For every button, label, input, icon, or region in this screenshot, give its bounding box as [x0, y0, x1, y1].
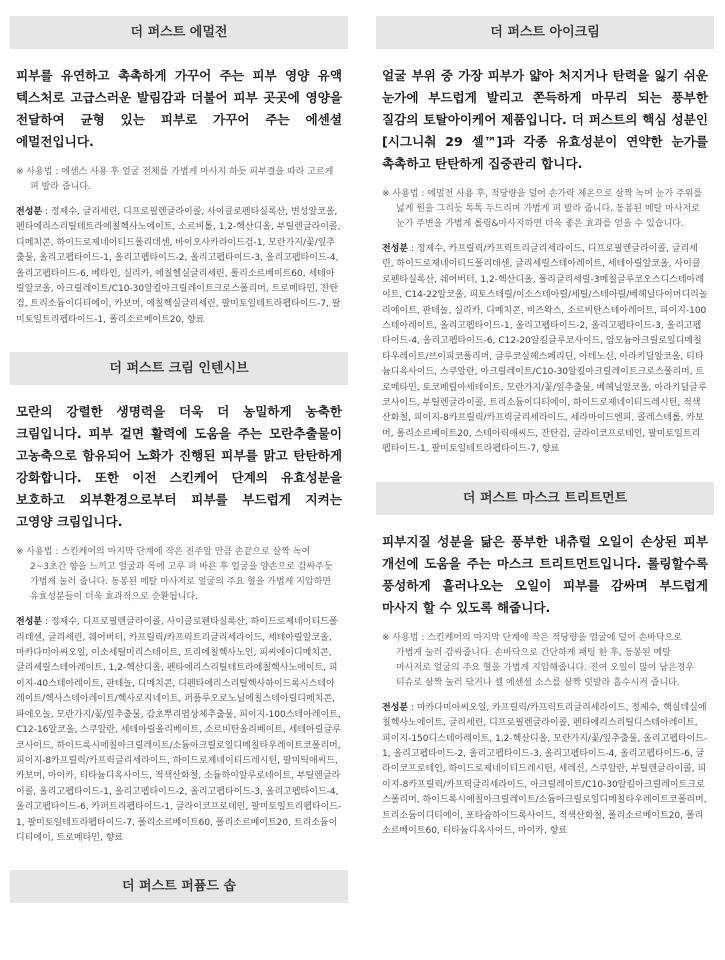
- left-column: [10, 0, 348, 927]
- cream-title: 더 퍼스트 크림 인텐시브: [10, 352, 348, 385]
- right-column: [376, 0, 714, 863]
- ingredients-list: : 정제수, 카프릴릭/카프릭트리글리세라이드, 디프로필렌글라이콜, 글리세린, 하이드로제네이티드폴리데센, 글리세릴스테아레이트, 세테아릴알코올, 사이클로펜타실록산, 쉐어버터, 1,2-헥산디올, 폴리글리세릴-3메칠글루코오스디스테아레이트, C14-22알코올, 피토스테릴/이소스테아릴/세틸/스테아릴/베헤닐다이머디리놀리에이트, 판테놀, 실리카, 디메치콘, 비즈왁스, 소르비탄스테아레이트, 피이지-100스테아레이트, 올리고펩타이드-1, 올리고펩타이드-2, 올리고펩타이드-3, 올리고펩타이드-4, 올리고펩타이드-6, C12-20알킬글루코사이드, 암모늄아크릴로일디메칠타우레이트/브이피코폴리머, 글루코실헤스페리딘, 아데노신, 아라키딜알코올, 티타늄디옥사이드, 스쿠알란, 아크릴레이트/C10-30알킬아크릴레이트크로스폴리머, 트로메타민, 토코페릴아세테이트, 모란가지/꽃/잎추출물, 베헤닐알코올, 아라키딜글루코사이드, 부틸렌글라이콜, 트리소듐이디티에이, 하이드로제네이티드레시틴, 적색산화철, 피이지-8카프릴릭/카프릭글리세라이드, 세라마이드엔피, 콜레스테롤, 카보머, 폴리소르베이트20, 스테아릭애씨드, 잔탄검, 글라이코프로테인, 팔미토일트리펩타이드-1, 팔미토일테트라펩타이드-7, 향료: [382, 244, 708, 455]
- emulsion-section: [10, 16, 348, 328]
- mask-section: [376, 482, 714, 840]
- eye-cream-ingredients: [376, 242, 714, 458]
- mask-usage: ※ 사용법 : 스킨케어의 마지막 단계에 작은 적당량을 얼굴에 덜어 손바닥으로 가볍게 눌러 감싸줍니다. 손바닥으로 간단하게 패팅 한 후, 동봉된 메탈 마사저로 얼굴의 주요 혈을 가볍게 지압해줍니다. 진여 오일이 많이 남은경우 티슈로 살짝 눌러 닦거나 셀 에센셜 소스를 살짝 덧발라 흡수시켜 줍니다.: [382, 632, 695, 688]
- mask-title: 더 퍼스트 마스크 트리트먼트: [376, 482, 714, 515]
- ingredients-list: : 정제수, 글리세린, 디프로필렌글라이콜, 사이클로펜타실록산, 변성알코올, 펜타에리스리틸테트라에칠헥사노에이트, 소르비톨, 1,2-헥산디올, 부틸렌글라이콜, 디메치콘, 하이드로제네이티드폴리데센, 바이오사카라이드검-1, 모란가지/꽃/잎추출물, 올리고펩타이드-1, 올리고펩타이드-2, 올리고펩타이드-3, 올리고펩타이드-4, 올리고펩타이드-6, 베타인, 실리카, 에칠헬실글리세린, 폴리소르베이트60, 세테아릴알코올, 아크릴레이트/C10-30알킬아크릴레이트크로스폴리머, 트로메타민, 잔탄검, 트리소듐이디티에이, 카보머, 에칠헥실글리세린, 팔미토일테트라펩타이드-7, 팔미토일트리펩타이드-1, 폴리소르베이트20, 향료: [16, 207, 341, 325]
- ingredients-label: 전성분: [16, 207, 43, 217]
- mask-ingredients: [376, 701, 714, 840]
- cream-section: [10, 352, 348, 846]
- ingredients-label: 전성분: [16, 617, 43, 628]
- eye-cream-section: [376, 16, 714, 458]
- perfumed-soap-section: [10, 870, 348, 903]
- emulsion-usage: ※ 사용법 : 에센스 사용 후 얼굴 전체를 가볍게 마사지 하듯 피부결을 따라 고르게 펴 발라 줍니다.: [16, 167, 334, 192]
- ingredients-list: : 정제수, 디프로필렌글라이콜, 사이클로펜타실록산, 하이드로제네이티드폴리데센, 글리세린, 쉐어버터, 카프릴릭/카프릭트리글리세라이드, 세테아릴알코올, 마카다미아씨오일, 이소세틸미리스테이트, 트리에칠헥사노인, 피씨에이디메치콘, 글리세릴스테아레이트, 1,2-헥산디올, 펜타에리스리틸테트라에칠헥사노에이트, 피이지-40스테아레이트, 판테놀, 디메치콘, 디펜타에리스리틸헥사하이드록시스테아레이트/헥사스테아레이트/헥사로지네이트, 퍼플루오로노닐에칠스테아릴디메치콘, 파에오놀, 모란가지/꽃/잎추출물, 감초뿌리엽상체추출물, 피이지-100스테아레이트, C12-16알코올, 스쿠알란, 세테아릴올리베이트, 소르비탄올리베이트, 세테아릴글루코사이드, 하이드록시에칠아크릴레이트/소듐아크릴로일디메칠타우레이트코폴리머, 피이지-8카프릴릭/카프릭글리세라이드, 하이드로제네이티드레시틴, 팔미틱애씨드, 카보머, 마이카, 티타늄디옥사이드, 적색산화철, 소듐하이알루로네이트, 부틸렌글라이콜, 올리고펩타이드-1, 올리고펩타이드-2, 올리고펩타이드-3, 올리고펩타이드-4, 올리고펩타이드-6, 카퍼트리펩타이드-1, 글라이코프로테인, 팔미토일트리펩타이드-1, 팔미토일테트라펩타이드-7, 폴리소르베이트60, 폴리소르베이트20, 트리소듐이디티에이, 트로메타민, 향료: [16, 617, 342, 843]
- emulsion-intro: 피부를 유연하고 촉촉하게 가꾸어 주는 피부 영양 유액 텍스처로 고급스러운 발림감과 더불어 피부 곳곳에 영양을 전달하여 균형 있는 피부로 가꾸어 주는 에센셜 에멀전입니다.: [16, 68, 342, 149]
- eye-cream-title: 더 퍼스트 아이크림: [376, 16, 714, 49]
- mask-intro: 피부지질 성분을 닮은 풍부한 내츄럴 오일이 손상된 피부 개선에 도움을 주는 마스크 트리트먼트입니다. 롤링할수록 풍성하게 흘러나오는 오일이 피부를 감싸며 부드럽게 마사지 할 수 있도록 해줍니다.: [382, 533, 708, 615]
- cream-usage: ※ 사용법 : 스킨케어의 마지막 단계에 작은 진주알 만큼 손끝으로 살짝 녹여 2~3초간 향을 느끼고 얼굴과 목에 고루 펴 바른 후 얼굴을 양손으로 감싸주듯 가볍게 눌러 줍니다. 동봉된 메탈 마사저로 얼굴의 주요 혈을 가볍게 지압하면 유효성분들이 더욱 효과적으로 순환됩니다.: [16, 547, 333, 603]
- emulsion-ingredients: [10, 205, 348, 328]
- cream-intro: 모란의 강렬한 생명력을 더욱 더 농밀하게 농축한 크림입니다. 피부 겉면 활력에 도움을 주는 모란추출물이 고농축으로 함유되어 노화가 진행된 피부를 맑고 탄탄하게 강화합니다. 또한 이전 스킨케어 단계의 유효성분을 보호하고 외부환경으로부터 피부를 부드럽게 지켜는 고영양 크림입니다.: [16, 404, 342, 530]
- ingredients-list: : 마카다미아씨오일, 카프릴릭/카프릭트리글리세라이드, 정제수, 핵실데실에칠헥사노에이트, 글리세린, 디프로필렌글라이콜, 펜타에리스리틸디스테아레이트, 피이지-150디스테아레이트, 1,2-헥산디올, 모란가지/꽃/잎추출물, 올리고펩타이드-1, 올리고펩타이드-2, 올리고펩타이드-3, 올리고펩타이드-4, 올리고펩타이드-6, 글라이코프로테인, 하이드로제네이티드레시틴, 세레신, 스쿠알란, 부틸렌글라이콜, 피이지-8카프릴릭/카프릭글리세라이드, 아크릴레이트/C10-30알킬아크릴레이트크로스폴리머, 하이드록시에칠아크릴레이트/소듐아크릴로일디메칠타우레이트코폴리머, 트리소듐이디티에이, 포타슘하이드록사이드, 적색산화철, 폴리소르베이트20, 폴리소르베이트60, 티타늄디옥사이드, 마이카, 향료: [382, 702, 708, 836]
- eye-cream-intro: 얼굴 부위 중 가장 피부가 얇아 처지거나 탄력을 잃기 쉬운 눈가에 부드럽게 발리고 쫀득하게 마무리 되는 풍부한 질감의 토탈아이케어 제품입니다. 더 퍼스트의 핵심 성분인 [시그니춰 29 셀™]과 각종 유효성분이 연약한 눈가를 촉촉하고 탄탄하게 집중관리 합니다.: [382, 68, 708, 171]
- ingredients-label: 전성분: [382, 702, 409, 713]
- cream-ingredients: [10, 615, 348, 846]
- ingredients-label: 전성분: [382, 244, 409, 254]
- emulsion-title: 더 퍼스트 에멀전: [10, 16, 348, 49]
- eye-cream-usage: ※ 사용법 : 에멀전 사용 후, 적당량을 덜어 손가락 체온으로 살짝 녹여 눈가 주위를 넓게 원을 그리듯 톡톡 두드리며 가볍게 펴 발라 줍니다. 동봉된 메탈 마사저로 눈가 주변을 가볍게 롤링&마사지하면 더욱 좋은 효과를 얻을 수 있습니다.: [382, 189, 703, 229]
- perfumed-soap-title: 더 퍼스트 퍼퓸드 솝: [10, 870, 348, 903]
